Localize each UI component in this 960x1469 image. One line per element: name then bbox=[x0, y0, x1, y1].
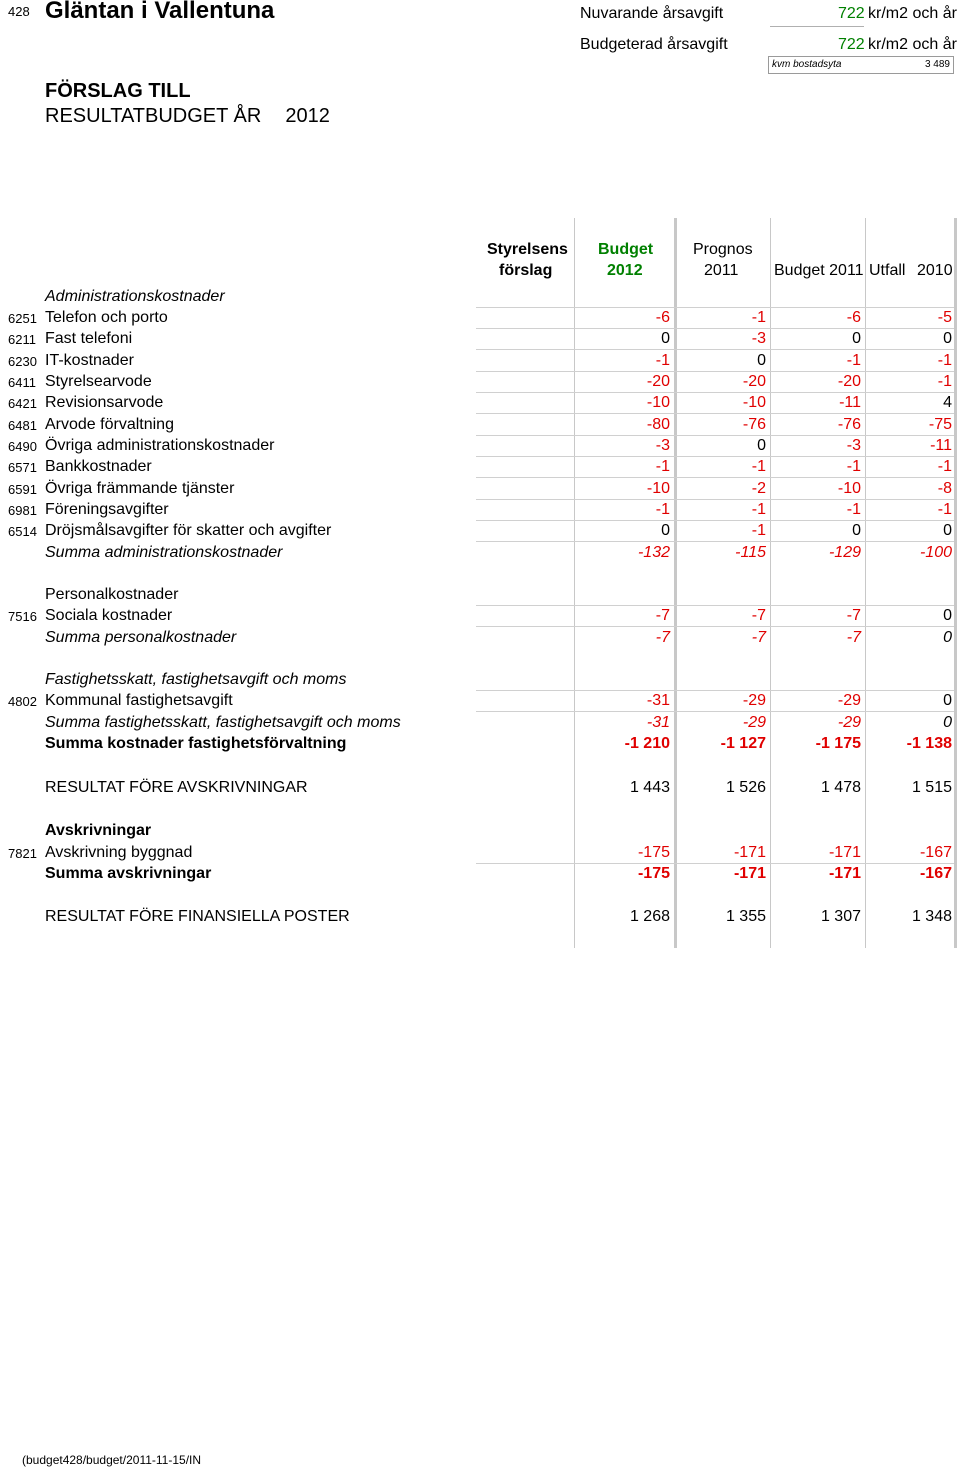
cell-prognos2011: 0 bbox=[757, 352, 766, 369]
cell-prognos2011: 0 bbox=[757, 437, 766, 454]
title-year: 2012 bbox=[285, 105, 330, 127]
account-code: 6591 bbox=[8, 482, 37, 497]
row-label: Föreningsavgifter bbox=[45, 501, 169, 518]
cell-budget2011: -10 bbox=[837, 480, 861, 497]
row-rule bbox=[476, 328, 954, 329]
title-line1: FÖRSLAG TILL bbox=[45, 80, 191, 102]
row-label: IT-kostnader bbox=[45, 352, 134, 369]
account-code: 7516 bbox=[8, 609, 37, 624]
row-rule bbox=[476, 349, 954, 350]
row-label: Sociala kostnader bbox=[45, 607, 173, 624]
cell-utfall2010: -167 bbox=[919, 865, 952, 882]
row-label: Avskrivning byggnad bbox=[45, 844, 193, 861]
cell-utfall2010: 0 bbox=[943, 607, 952, 624]
row-rule bbox=[476, 413, 954, 414]
row-label: Dröjsmålsavgifter för skatter och avgifter bbox=[45, 522, 332, 539]
cell-utfall2010: -11 bbox=[930, 437, 952, 454]
cell-utfall2010: 1 515 bbox=[911, 779, 952, 796]
account-code: 6411 bbox=[8, 375, 36, 390]
cell-budget2012: 0 bbox=[661, 522, 670, 539]
cell-prognos2011: -10 bbox=[742, 394, 766, 411]
row-label: Övriga främmande tjänster bbox=[45, 480, 235, 497]
col-header-2010: 2010 bbox=[917, 262, 953, 279]
cell-budget2012: -7 bbox=[655, 629, 670, 646]
cell-budget2011: -29 bbox=[837, 714, 861, 731]
result-label: RESULTAT FÖRE AVSKRIVNINGAR bbox=[45, 779, 308, 796]
cell-utfall2010: -1 bbox=[937, 501, 952, 518]
row-label: Fast telefoni bbox=[45, 330, 133, 347]
cell-budget2012: -7 bbox=[655, 607, 670, 624]
cell-budget2011: -7 bbox=[846, 607, 861, 624]
cell-prognos2011: -1 bbox=[751, 522, 766, 539]
cell-utfall2010: -8 bbox=[937, 480, 952, 497]
row-rule bbox=[476, 499, 954, 500]
row-rule bbox=[476, 690, 954, 691]
column-divider bbox=[954, 218, 957, 948]
cell-budget2011: -3 bbox=[846, 437, 861, 454]
row-label: Styrelsearvode bbox=[45, 373, 152, 390]
cell-prognos2011: -1 127 bbox=[720, 735, 766, 752]
section-heading: Avskrivningar bbox=[45, 822, 152, 839]
col-header-prognos: Prognos bbox=[693, 241, 753, 258]
cell-prognos2011: 1 355 bbox=[725, 908, 766, 925]
cell-budget2011: 1 307 bbox=[820, 908, 861, 925]
col-header-styrelsens: Styrelsens bbox=[487, 241, 568, 258]
current-fee-label: Nuvarande årsavgift bbox=[580, 5, 724, 22]
row-label: Arvode förvaltning bbox=[45, 416, 174, 433]
cell-budget2011: 0 bbox=[852, 522, 861, 539]
row-label: Revisionsarvode bbox=[45, 394, 164, 411]
section-heading: Administrationskostnader bbox=[45, 288, 225, 305]
cell-budget2012: 0 bbox=[661, 330, 670, 347]
title-text: RESULTATBUDGET ÅR bbox=[45, 105, 262, 127]
cell-budget2012: -31 bbox=[646, 714, 670, 731]
cell-budget2012: -1 bbox=[655, 352, 670, 369]
title-line2 bbox=[45, 105, 330, 128]
cell-budget2011: -129 bbox=[828, 544, 861, 561]
cell-budget2011: 0 bbox=[852, 330, 861, 347]
row-rule bbox=[476, 711, 954, 712]
cell-budget2011: -7 bbox=[846, 629, 861, 646]
account-code: 6251 bbox=[8, 311, 37, 326]
budget-fee-unit: kr/m2 och år bbox=[868, 36, 957, 53]
cell-utfall2010: -1 bbox=[937, 458, 952, 475]
cell-prognos2011: -1 bbox=[751, 309, 766, 326]
section-heading: Personalkostnader bbox=[45, 586, 179, 603]
cell-budget2012: -132 bbox=[637, 544, 670, 561]
property-name: Gläntan i Vallentuna bbox=[45, 0, 275, 24]
cell-budget2012: -20 bbox=[646, 373, 670, 390]
current-fee-value: 722 bbox=[838, 5, 865, 22]
current-fee-unit: kr/m2 och år bbox=[868, 5, 957, 22]
cell-budget2012: 1 268 bbox=[629, 908, 670, 925]
col-header-budget: Budget bbox=[598, 241, 654, 258]
cell-utfall2010: 0 bbox=[943, 330, 952, 347]
cell-budget2012: -80 bbox=[646, 416, 670, 433]
cell-utfall2010: -1 bbox=[937, 373, 952, 390]
budget-fee-value: 722 bbox=[838, 36, 865, 53]
cell-prognos2011: -171 bbox=[733, 844, 766, 861]
row-rule bbox=[476, 863, 954, 864]
cell-budget2012: -10 bbox=[646, 394, 670, 411]
row-rule bbox=[476, 541, 954, 542]
row-rule bbox=[476, 520, 954, 521]
cell-prognos2011: -1 bbox=[751, 458, 766, 475]
cell-utfall2010: -1 bbox=[937, 352, 952, 369]
result-label: RESULTAT FÖRE FINANSIELLA POSTER bbox=[45, 908, 350, 925]
cell-budget2011: -76 bbox=[837, 416, 861, 433]
cell-budget2012: -3 bbox=[655, 437, 670, 454]
row-rule bbox=[476, 371, 954, 372]
fee-underline bbox=[770, 26, 864, 27]
cell-prognos2011: -2 bbox=[751, 480, 766, 497]
cell-prognos2011: -171 bbox=[733, 865, 766, 882]
account-code: 6421 bbox=[8, 396, 37, 411]
cell-budget2012: -1 bbox=[655, 458, 670, 475]
cell-budget2012: -175 bbox=[637, 865, 670, 882]
row-label: Övriga administrationskostnader bbox=[45, 437, 275, 454]
cell-utfall2010: -75 bbox=[928, 416, 952, 433]
footer-ref: (budget428/budget/2011-11-15/IN bbox=[22, 1453, 202, 1467]
cell-budget2011: -1 175 bbox=[815, 735, 861, 752]
col-header-forslag: förslag bbox=[499, 262, 553, 279]
cell-utfall2010: -5 bbox=[937, 309, 952, 326]
cell-budget2012: -1 bbox=[655, 501, 670, 518]
cell-utfall2010: 1 348 bbox=[911, 908, 952, 925]
cell-prognos2011: -3 bbox=[751, 330, 766, 347]
col-header-2011: 2011 bbox=[704, 262, 739, 279]
cell-utfall2010: 0 bbox=[943, 692, 952, 709]
cell-budget2011: 1 478 bbox=[820, 779, 861, 796]
cell-budget2012: -1 210 bbox=[624, 735, 670, 752]
section-heading: Fastighetsskatt, fastighetsavgift och moms bbox=[45, 671, 347, 688]
cell-budget2011: -6 bbox=[846, 309, 861, 326]
row-label: Bankkostnader bbox=[45, 458, 152, 475]
cell-budget2011: -29 bbox=[837, 692, 861, 709]
col-header-budget-2011: Budget 2011 bbox=[774, 262, 864, 279]
row-rule bbox=[476, 392, 954, 393]
cell-budget2011: -20 bbox=[837, 373, 861, 390]
cell-utfall2010: -167 bbox=[919, 844, 952, 861]
cell-budget2011: -171 bbox=[828, 865, 861, 882]
cell-budget2012: -31 bbox=[646, 692, 670, 709]
area-label: kvm bostadsyta bbox=[772, 59, 842, 70]
account-code: 6490 bbox=[8, 439, 37, 454]
cell-utfall2010: 4 bbox=[943, 394, 952, 411]
row-rule bbox=[476, 605, 954, 606]
account-code: 7821 bbox=[8, 846, 37, 861]
row-rule bbox=[476, 307, 954, 308]
sum-label: Summa personalkostnader bbox=[45, 629, 237, 646]
cell-budget2012: -6 bbox=[655, 309, 670, 326]
sum-label: Summa administrationskostnader bbox=[45, 544, 283, 561]
sum-label: Summa avskrivningar bbox=[45, 865, 212, 882]
cell-prognos2011: -20 bbox=[742, 373, 766, 390]
cell-prognos2011: -7 bbox=[751, 629, 766, 646]
cell-budget2012: -10 bbox=[646, 480, 670, 497]
row-label: Telefon och porto bbox=[45, 309, 168, 326]
col-header-2012: 2012 bbox=[607, 262, 643, 279]
account-code: 6571 bbox=[8, 460, 37, 475]
cell-budget2012: -175 bbox=[637, 844, 670, 861]
account-code: 6481 bbox=[8, 418, 37, 433]
row-rule bbox=[476, 435, 954, 436]
area-value: 3 489 bbox=[924, 59, 950, 70]
cell-budget2011: -11 bbox=[839, 394, 861, 411]
cell-utfall2010: -100 bbox=[919, 544, 952, 561]
cell-prognos2011: -76 bbox=[742, 416, 766, 433]
cell-prognos2011: -29 bbox=[742, 714, 766, 731]
cell-prognos2011: 1 526 bbox=[725, 779, 766, 796]
row-rule bbox=[476, 477, 954, 478]
cell-prognos2011: -115 bbox=[735, 544, 766, 561]
cell-prognos2011: -7 bbox=[751, 607, 766, 624]
account-code: 6230 bbox=[8, 354, 37, 369]
row-label: Kommunal fastighetsavgift bbox=[45, 692, 233, 709]
account-code: 6211 bbox=[8, 332, 36, 347]
sum-label: Summa fastighetsskatt, fastighetsavgift och moms bbox=[45, 714, 401, 731]
cell-prognos2011: -1 bbox=[751, 501, 766, 518]
cell-utfall2010: 0 bbox=[943, 714, 952, 731]
col-header-utfall: Utfall bbox=[869, 262, 906, 279]
cell-budget2011: -1 bbox=[846, 352, 861, 369]
total-label: Summa kostnader fastighetsförvaltning bbox=[45, 735, 347, 752]
budget-fee-label: Budgeterad årsavgift bbox=[580, 36, 728, 53]
page-number: 428 bbox=[8, 4, 30, 19]
cell-utfall2010: 0 bbox=[943, 522, 952, 539]
account-code: 6981 bbox=[8, 503, 37, 518]
cell-budget2011: -1 bbox=[846, 501, 861, 518]
cell-budget2011: -171 bbox=[828, 844, 861, 861]
cell-budget2012: 1 443 bbox=[629, 779, 670, 796]
cell-utfall2010: -1 138 bbox=[906, 735, 952, 752]
row-rule bbox=[476, 456, 954, 457]
cell-prognos2011: -29 bbox=[742, 692, 766, 709]
account-code: 4802 bbox=[8, 694, 37, 709]
row-rule bbox=[476, 626, 954, 627]
cell-budget2011: -1 bbox=[846, 458, 861, 475]
account-code: 6514 bbox=[8, 524, 37, 539]
cell-utfall2010: 0 bbox=[943, 629, 952, 646]
area-box bbox=[768, 56, 954, 74]
